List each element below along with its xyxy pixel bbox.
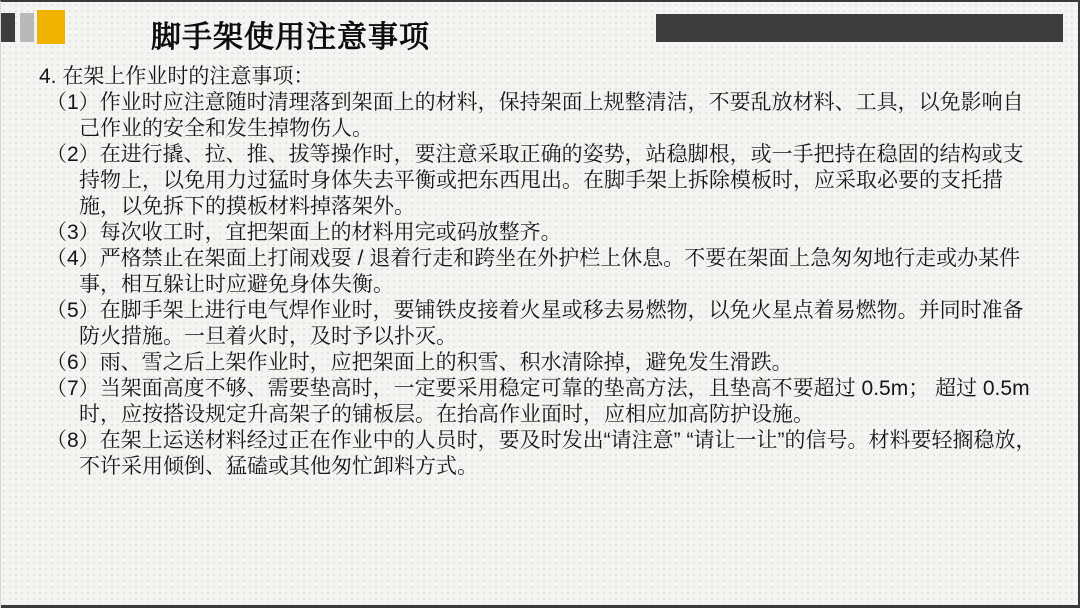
list-item [46,246,1042,298]
section-heading: 4. 在架上作业时的注意事项： [39,65,315,88]
item-text: 严格禁止在架面上打闹戏耍 / 退着行走和跨坐在外护栏上休息。不要在架面上急匆匆地行走或办某件事，相互躲让时应避免身体失衡。 [79,247,1021,296]
list-item [46,142,1042,220]
page-title: 脚手架使用注意事项 [151,21,430,54]
decor-header-bar [656,14,1063,42]
decor-square-yellow [37,10,65,44]
decor-square-gray [20,13,34,42]
item-marker: （1） [46,91,100,114]
list-item [46,220,1042,246]
item-text: 当架面高度不够、需要垫高时，一定要采用稳定可靠的垫高方法，且垫高不要超过 0.5m； 超过 0.5m 时，应按搭设规定升高架子的铺板层。在抬高作业面时，应相应加高防护设施。 [79,377,1030,426]
item-text: 每次收工时，宜把架面上的材料用完或码放整齐。 [99,221,562,244]
item-text: 在进行撬、拉、推、拔等操作时，要注意采取正确的姿势，站稳脚根，或一手把持在稳固的结构或支持物上，以免用力过猛时身体失去平衡或把东西甩出。在脚手架上拆除模板时，应采取必要的支托措施，以免拆下的摸板材料掉落架外。 [79,143,1024,218]
list-item [46,350,1042,376]
item-marker: （8） [46,429,100,452]
slide-body [1,64,1078,480]
item-text: 在脚手架上进行电气焊作业时，要铺铁皮接着火星或移去易燃物，以免火星点着易燃物。并同时准备防火措施。一旦着火时，及时予以扑灭。 [79,299,1024,348]
list-item [46,376,1042,428]
item-text: 作业时应注意随时清理落到架面上的材料，保持架面上规整清洁，不要乱放材料、工具，以免影响自己作业的安全和发生掉物伤人。 [79,91,1024,140]
item-text: 雨、雪之后上架作业时，应把架面上的积雪、积水清除掉，避免发生滑跌。 [99,351,793,374]
decor-square-dark [1,13,15,42]
item-marker: （4） [46,247,100,270]
list-item [46,90,1042,142]
list-item [46,428,1042,480]
list-item [46,298,1042,350]
item-marker: （5） [46,299,100,322]
item-text: 在架上运送材料经过正在作业中的人员时，要及时发出“请注意” “请让一让”的信号。材料要轻搁稳放，不许采用倾倒、猛磕或其他匆忙卸料方式。 [79,429,1037,478]
item-marker: （3） [46,221,100,244]
item-marker: （7） [46,377,100,400]
item-marker: （6） [46,351,100,374]
item-marker: （2） [46,143,100,166]
